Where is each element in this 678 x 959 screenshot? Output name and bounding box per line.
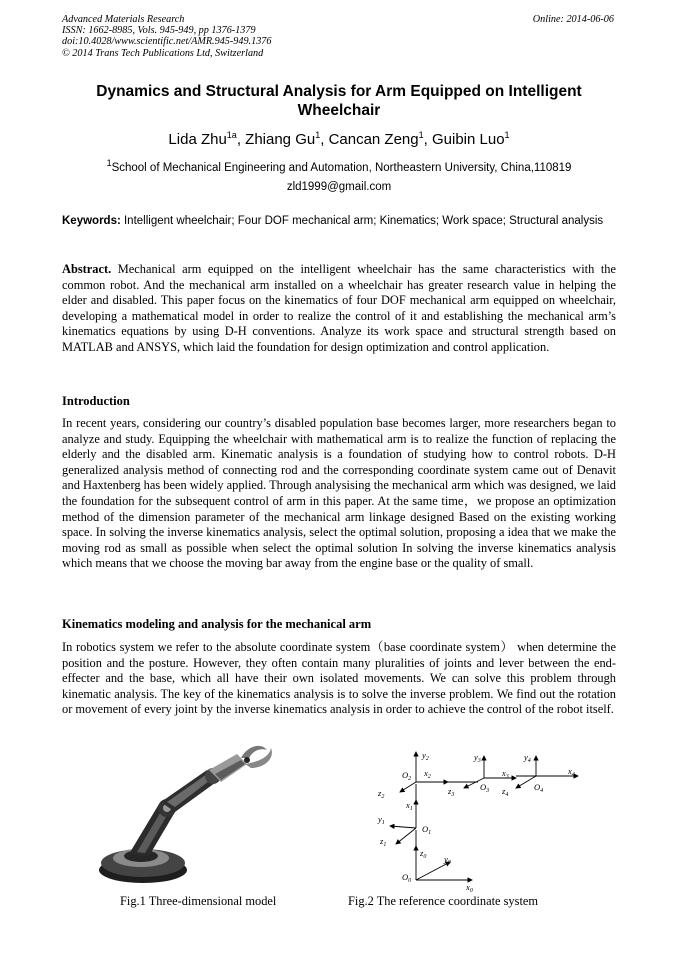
label-z2: $z_2$ xyxy=(378,788,385,800)
section-body: In recent years, considering our country’s disabled population base becomes larger, more researchers began to analyze and study. Equipping the wheelchair with mathematical arm is to realize the function of replacing the elderly and the disabled arm. Kinematic analysis is a foundation of studying how to control robots. D-H generalized analysis method of connecting rod and the corresponding coordinate system came out of Denavit and Haxtenberg has been widely applied. Through analysising the mechanical arm which was designed, we laid the foundation for the subsequent control of arm in this paper. At the same time，we propose an optimization method of the dimension parameter of the mechanical arm linkage designed Based on the existing working space. In solving the inverse kinematics analysis, select the optimal solution, proposing a idea that we make the moving rod as small as possible when select the optimal solution In solving the inverse kinematics analysis which means that we choose the moving bar away from the engine base or the quality of small. xyxy=(62,416,616,571)
affiliation-mark: 1 xyxy=(106,158,112,168)
figure2-caption: Fig.2 The reference coordinate system xyxy=(348,894,539,908)
affiliation xyxy=(62,158,616,174)
author-separator: , xyxy=(236,131,246,148)
label-o3: $O_3$ xyxy=(480,782,490,794)
label-o4: $O_4$ xyxy=(534,782,544,794)
z1-axis xyxy=(396,828,416,844)
author-separator: , xyxy=(320,131,329,148)
section-body: In robotics system we refer to the absolute coordinate system（base coordinate system） when determine the position and the posture. However, they often contain many pluralities of joints and lever between the end-effecter and the base, which all have their own isolated movements. We can solve this problem through kinematic analysis. The key of the kinematics analysis is to solve the inverse problem. We find out the rotation or movement of every joint by the inverse kinematics analysis in order to achieve the control of the robot itself. xyxy=(62,640,616,717)
label-z0: $z_0$ xyxy=(420,848,427,860)
arm-gripper-jaw-upper xyxy=(241,746,267,758)
affiliation-text: School of Mechanical Engineering and Automation, Northeastern University, China,110819 xyxy=(111,161,572,174)
arm-gripper-pivot xyxy=(244,757,250,763)
abstract xyxy=(62,262,616,356)
author-list xyxy=(62,130,616,148)
journal-doi: doi:10.4028/www.scientific.net/AMR.945-949.1376 xyxy=(62,36,272,48)
label-y0: $y_0$ xyxy=(444,854,451,866)
keywords xyxy=(62,214,616,229)
label-x3: $x_3$ xyxy=(502,768,509,780)
coordinate-system-diagram xyxy=(360,746,590,894)
label-o0: $O_0$ xyxy=(402,872,412,884)
author-separator: , xyxy=(423,131,432,148)
label-z1: $z_1$ xyxy=(380,836,387,848)
label-y2: $y_2$ xyxy=(422,750,429,762)
figure1-caption: Fig.1 Three-dimensional model xyxy=(120,894,277,908)
online-date: Online: 2014-06-06 xyxy=(532,14,614,25)
author-affiliation-mark: 1a xyxy=(226,130,237,140)
label-x2: $x_2$ xyxy=(424,768,431,780)
label-y4: $y_4$ xyxy=(524,752,531,764)
section-heading: Introduction xyxy=(62,394,130,408)
section-heading: Kinematics modeling and analysis for the mechanical arm xyxy=(62,617,372,631)
z2-axis xyxy=(400,782,416,792)
label-x4: $x_4$ xyxy=(568,766,575,778)
author-name: Cancan Zeng xyxy=(328,131,419,148)
keywords-label: Keywords: xyxy=(62,215,121,227)
author-name: Lida Zhu xyxy=(168,131,227,148)
arm-3d-model-figure xyxy=(95,742,295,890)
author-affiliation-mark: 1 xyxy=(418,130,424,140)
author-email[interactable]: zld1999@gmail.com xyxy=(286,181,392,193)
journal-issn: ISSN: 1662-8985, Vols. 945-949, pp 1376-1379 xyxy=(62,25,256,37)
journal-copyright: © 2014 Trans Tech Publications Ltd, Switzerland xyxy=(62,47,264,59)
journal-name: Advanced Materials Research xyxy=(62,14,185,25)
z4-axis xyxy=(516,776,536,788)
label-x0: $x_0$ xyxy=(466,882,473,894)
label-x1: $x_1$ xyxy=(406,800,413,812)
label-o2: $O_2$ xyxy=(402,770,412,782)
paper-title: Dynamics and Structural Analysis for Arm Equipped on Intelligent Wheelchair xyxy=(96,83,582,119)
y0-axis xyxy=(416,862,450,880)
y1-axis xyxy=(390,826,416,828)
author-name: Guibin Luo xyxy=(431,131,505,148)
label-y1: $y_1$ xyxy=(378,814,385,826)
label-z3: $z_3$ xyxy=(448,786,455,798)
abstract-label: Abstract. xyxy=(62,262,112,276)
journal-header xyxy=(62,14,271,59)
author-name: Zhiang Gu xyxy=(245,131,316,148)
label-o1: $O_1$ xyxy=(422,824,432,836)
author-affiliation-mark: 1 xyxy=(504,130,510,140)
abstract-text: Mechanical arm equipped on the intelligent wheelchair has the same characteristics with the common robot. And the mechanical arm installed on a wheelchair has greater research value in helping the elder and disabled. This paper focus on the kinematics of four DOF mechanical arm equipped on wheelchair, developing a mathematical model in order to realize the control of it and establishing the mechanical arm’s kinematics equations by using D-H conventions. Analyze its work space and structural strength based on MATLAB and ANSYS, which laid the foundation for design optimization and control application. xyxy=(62,262,616,354)
keywords-text: Intelligent wheelchair; Four DOF mechanical arm; Kinematics; Work space; Structural analysis xyxy=(120,215,604,227)
label-z4: $z_4$ xyxy=(502,786,509,798)
label-y3: $y_3$ xyxy=(474,752,481,764)
author-affiliation-mark: 1 xyxy=(315,130,321,140)
